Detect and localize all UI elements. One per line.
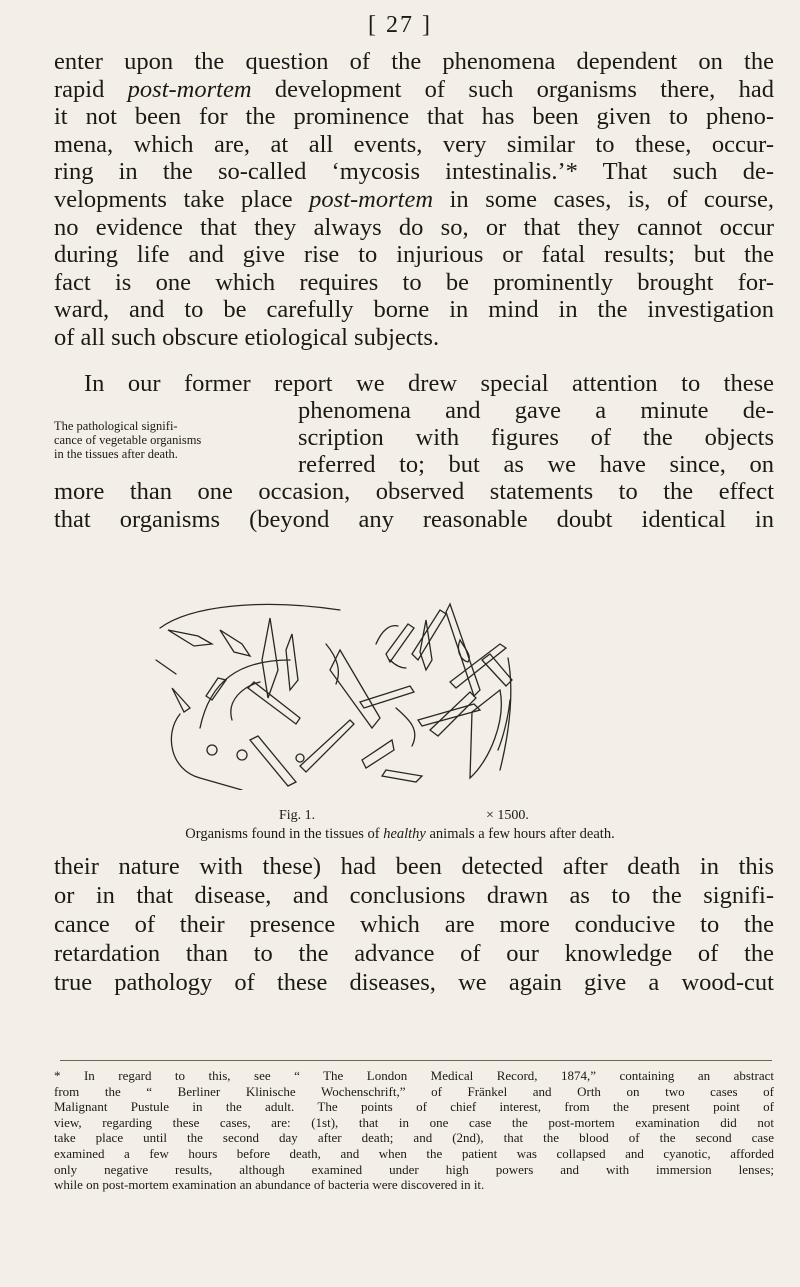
caption-text: animals a few hours after death.	[425, 826, 615, 842]
text-line: phenomena and gave a minute de-	[298, 397, 774, 424]
footnote-line: examined a few hours before death, and when the patient was collapsed and cyanotic, afforded	[54, 1145, 774, 1161]
organisms-woodcut-figure	[150, 600, 670, 790]
paragraph-1	[54, 48, 774, 352]
paragraph-3	[54, 852, 774, 997]
caption-italic: healthy	[383, 826, 426, 842]
italic-term: post-mortem	[127, 75, 252, 103]
footnote-line: Malignant Pustule in the adult. The points of chief interest, from the present point of	[54, 1099, 774, 1115]
sidenote-line: in the tissues after death.	[54, 447, 178, 461]
text-line: during life and give rise to injurious or fatal results; but the	[54, 241, 774, 269]
text-line: enter upon the question of the phenomena dependent on the	[54, 48, 774, 75]
text-line: fact is one which requires to be prominently brought for-	[54, 268, 774, 296]
text-line: true pathology of these diseases, we again give a wood-cut	[54, 969, 774, 996]
text-line: more than one occasion, observed statements to the effect	[54, 478, 774, 505]
paragraph-2-rest	[54, 478, 774, 533]
footnote-line: from the “ Berliner Klinische Wochenschrift,” of Fränkel and Orth on two cases of	[54, 1083, 774, 1099]
figure-label: Fig. 1.	[279, 808, 316, 823]
figure-caption	[0, 826, 800, 843]
sidenote-line: cance of vegetable organisms	[54, 433, 202, 447]
text-line: retardation than to the advance of our knowledge of the	[54, 940, 774, 967]
footnote-line: view, regarding these cases, are: (1st), that in one case the post-mortem examination did not	[54, 1114, 774, 1130]
page-number: [ 27 ]	[368, 12, 432, 38]
footnote-line: only negative results, although examined under high powers and with immersion lenses;	[54, 1161, 774, 1177]
footnote-line: while on post-mortem examination an abundance of bacteria were discovered in it.	[54, 1177, 485, 1193]
text-line: mena, which are, at all events, very similar to these, occur-	[54, 130, 774, 158]
text-line	[54, 370, 774, 398]
footnote-rule	[60, 1060, 772, 1061]
text-line: ward, and to be carefully borne in mind in the investigation	[54, 296, 774, 324]
text-line: rapid post-mortem development of such organisms there, had	[54, 75, 774, 103]
italic-term: post-mortem	[309, 185, 434, 213]
text-line: of all such obscure etiological subjects.	[54, 323, 440, 351]
text-line: it not been for the prominence that has been given to pheno-	[54, 103, 774, 131]
text-line: velopments take place post-mortem in some cases, is, of course,	[54, 185, 774, 213]
text-line: or in that disease, and conclusions drawn as to the signifi-	[54, 882, 774, 909]
caption-text: Organisms found in the tissues of	[185, 826, 384, 842]
text-line: scription with figures of the objects	[298, 424, 774, 451]
text-line: ring in the so-called ‘mycosis intestinalis.’* That such de-	[54, 158, 774, 186]
sidenote-line: The pathological signifi-	[54, 419, 178, 433]
text-line: no evidence that they always do so, or that they cannot occur	[54, 213, 774, 241]
text-span: In our former report we drew special attention to these	[84, 370, 774, 397]
text-line: their nature with these) had been detected after death in this	[54, 853, 774, 880]
text-line: cance of their presence which are more conducive to the	[54, 911, 774, 938]
figure-scale: × 1500.	[486, 808, 529, 823]
text-line: that organisms (beyond any reasonable doubt identical in	[54, 505, 774, 533]
text-line: referred to; but as we have since, on	[298, 451, 774, 478]
footnote-line: take place until the second day after death; and (2nd), that the blood of the second case	[54, 1130, 774, 1146]
footnote	[54, 1068, 774, 1193]
paragraph-2-first-line	[54, 370, 774, 398]
sidenote	[54, 419, 284, 461]
footnote-line: * In regard to this, see “ The London Medical Record, 1874,” containing an abstract	[54, 1068, 774, 1083]
